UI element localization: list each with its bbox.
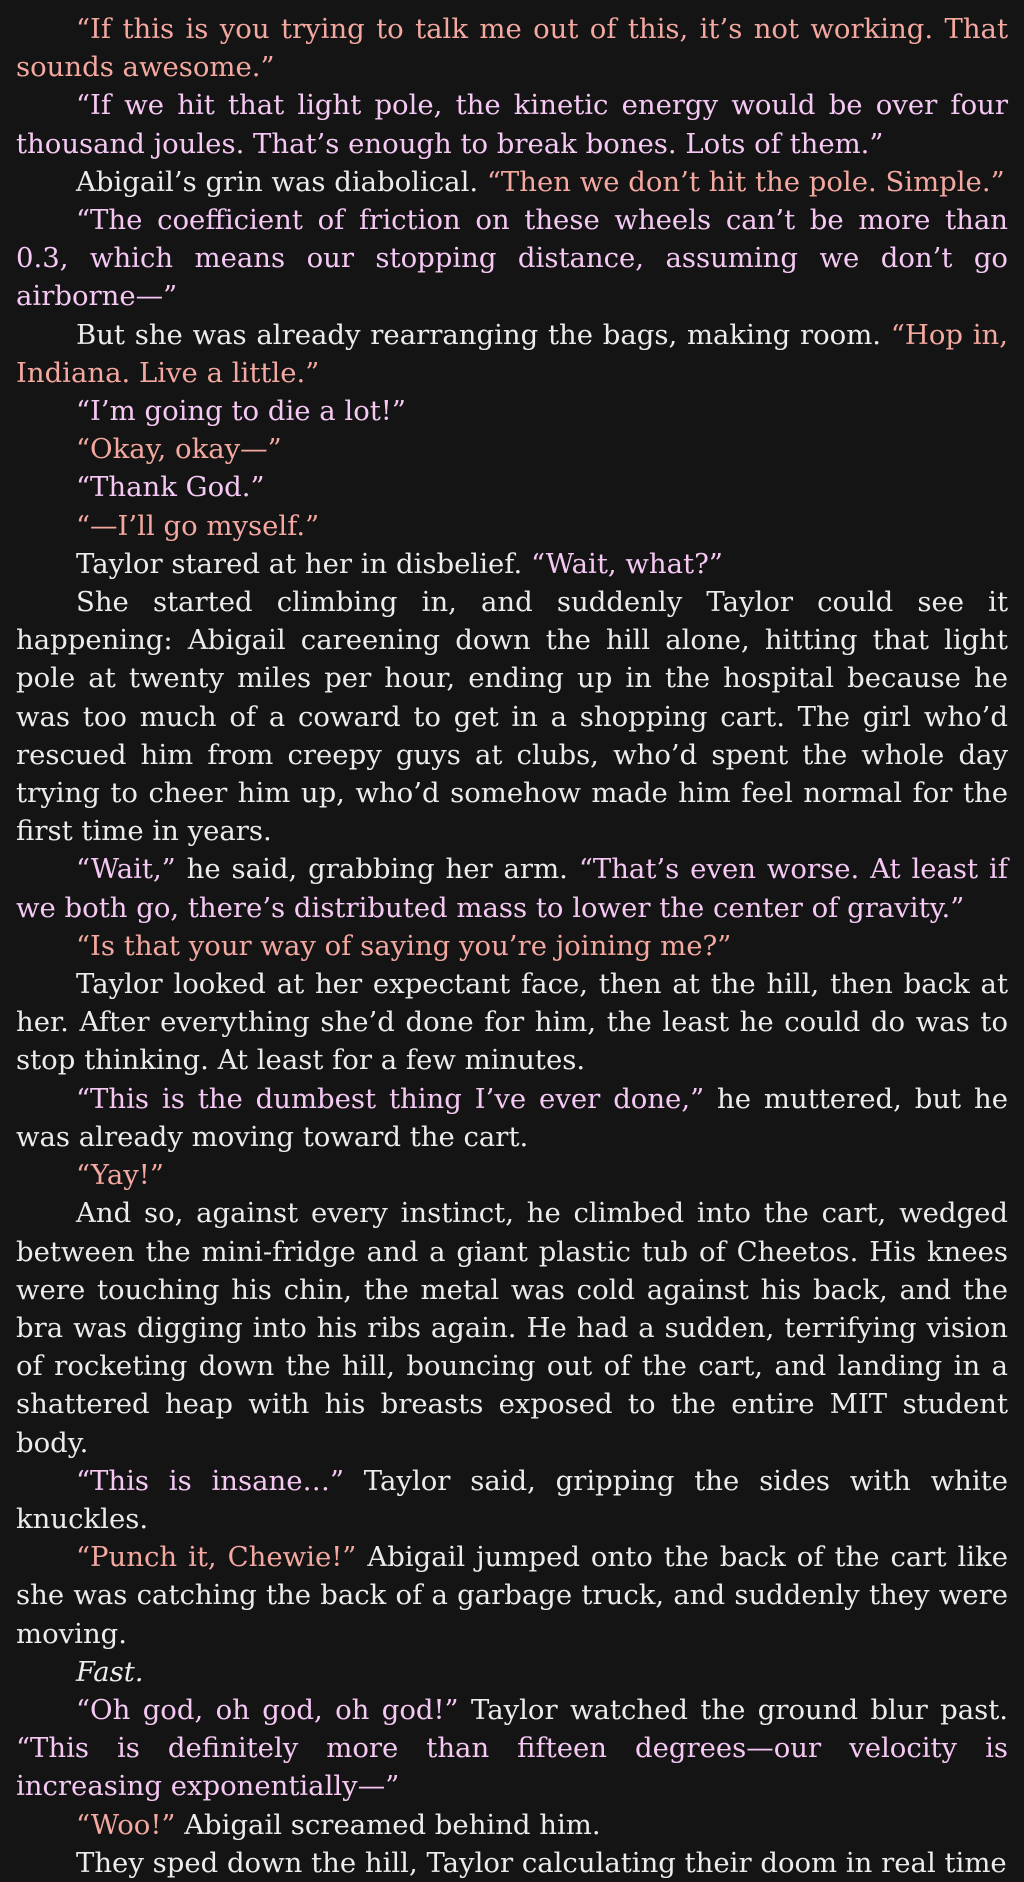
- narration-text: Taylor said, gripping the sides with white knuckles.: [16, 1464, 1008, 1535]
- abigail-dialogue: “Woo!”: [76, 1808, 176, 1841]
- story-paragraph: [16, 316, 1008, 392]
- story-paragraph: [16, 392, 1008, 430]
- taylor-dialogue: “Wait,”: [76, 853, 176, 886]
- story-paragraph: [16, 201, 1008, 316]
- taylor-dialogue: “This is the dumbest thing I’ve ever done,”: [76, 1082, 705, 1115]
- abigail-dialogue: “—I’ll go myself.”: [76, 509, 320, 542]
- narration-text: They sped down the hill, Taylor calculating their doom in real time: [76, 1846, 1007, 1879]
- narration-text: he muttered, but he was already moving toward the cart.: [16, 1082, 1008, 1153]
- taylor-dialogue: “Wait, what?”: [530, 547, 723, 580]
- abigail-dialogue: “Hop in, Indiana. Live a little.”: [16, 318, 1008, 389]
- narration-text: Taylor looked at her expectant face, then at the hill, then back at her. After everything she’d done for him, the least he could do was to stop thinking. At least for a few minutes.: [16, 968, 1008, 1077]
- taylor-dialogue: “That’s even worse. At least if we both go, there’s distributed mass to lower the center of gravity.”: [16, 853, 1008, 924]
- story-paragraph: [16, 1462, 1008, 1538]
- story-paragraph: [16, 468, 1008, 506]
- narration-text: And so, against every instinct, he climbed into the cart, wedged between the mini-fridge and a giant plastic tub of Cheetos. His knees were touching his chin, the metal was cold against his back, and the bra was digging into his ribs again. He had a sudden, terrifying vision of rocketing down the hill, bouncing out of the cart, and landing in a shattered heap with his breasts exposed to the entire MIT student body.: [16, 1197, 1008, 1459]
- story-paragraph: [16, 1653, 1008, 1691]
- story-paragraph: [16, 545, 1008, 583]
- story-paragraph: [16, 965, 1008, 1080]
- abigail-dialogue: “Is that your way of saying you’re joining me?”: [76, 929, 732, 962]
- narration-text: But she was already rearranging the bags, making room.: [76, 318, 891, 351]
- story-paragraph: [16, 927, 1008, 965]
- abigail-dialogue: “If this is you trying to talk me out of this, it’s not working. That sounds awesome.”: [16, 13, 1008, 84]
- taylor-dialogue: “Thank God.”: [76, 471, 265, 504]
- narration-text: Taylor stared at her in disbelief.: [76, 547, 531, 580]
- taylor-dialogue: “Oh god, oh god, oh god!”: [76, 1693, 459, 1726]
- story-paragraph: [16, 850, 1008, 926]
- taylor-dialogue: “If we hit that light pole, the kinetic energy would be over four thousand joules. That’s enough to break bones. Lots of them.”: [16, 89, 1008, 160]
- story-paragraph: [16, 1538, 1008, 1653]
- narration-text: Taylor watched the ground blur past.: [458, 1693, 1008, 1726]
- story-paragraph: [16, 10, 1008, 86]
- narration-text: Abigail’s grin was diabolical.: [76, 165, 487, 198]
- story-paragraph: [16, 507, 1008, 545]
- story-paragraph: [16, 1156, 1008, 1194]
- abigail-dialogue: “Punch it, Chewie!”: [76, 1541, 357, 1574]
- story-paragraph: [16, 86, 1008, 162]
- taylor-dialogue: “This is insane…”: [76, 1464, 345, 1497]
- story-text: [16, 10, 1008, 1882]
- story-paragraph: [16, 1844, 1008, 1882]
- abigail-dialogue: “Okay, okay—”: [76, 433, 282, 466]
- taylor-dialogue: “This is definitely more than fifteen degrees—our velocity is increasing exponentially—”: [16, 1732, 1008, 1803]
- story-paragraph: [16, 1080, 1008, 1156]
- abigail-dialogue: “Then we don’t hit the pole. Simple.”: [486, 165, 1005, 198]
- taylor-dialogue: “I’m going to die a lot!”: [76, 395, 406, 428]
- narration-text: Abigail screamed behind him.: [175, 1808, 601, 1841]
- story-paragraph: [16, 430, 1008, 468]
- story-paragraph: [16, 1691, 1008, 1806]
- narration-text: Fast.: [76, 1655, 144, 1688]
- narration-text: he said, grabbing her arm.: [175, 853, 579, 886]
- story-paragraph: [16, 1806, 1008, 1844]
- abigail-dialogue: “Yay!”: [76, 1159, 164, 1192]
- taylor-dialogue: “The coefficient of friction on these wheels can’t be more than 0.3, which means our stopping distance, assuming we don’t go airborne—”: [16, 204, 1008, 313]
- narration-text: She started climbing in, and suddenly Taylor could see it happening: Abigail careening down the hill alone, hitting that light pole at twenty miles per hour, ending up in the hospital because he was too much of a coward to get in a shopping cart. The girl who’d rescued him from creepy guys at clubs, who’d spent the whole day trying to cheer him up, who’d somehow made him feel normal for the first time in years.: [16, 586, 1008, 848]
- story-paragraph: [16, 1194, 1008, 1461]
- story-paragraph: [16, 163, 1008, 201]
- story-paragraph: [16, 583, 1008, 850]
- narration-text: Abigail jumped onto the back of the cart like she was catching the back of a garbage truck, and suddenly they were moving.: [16, 1541, 1008, 1650]
